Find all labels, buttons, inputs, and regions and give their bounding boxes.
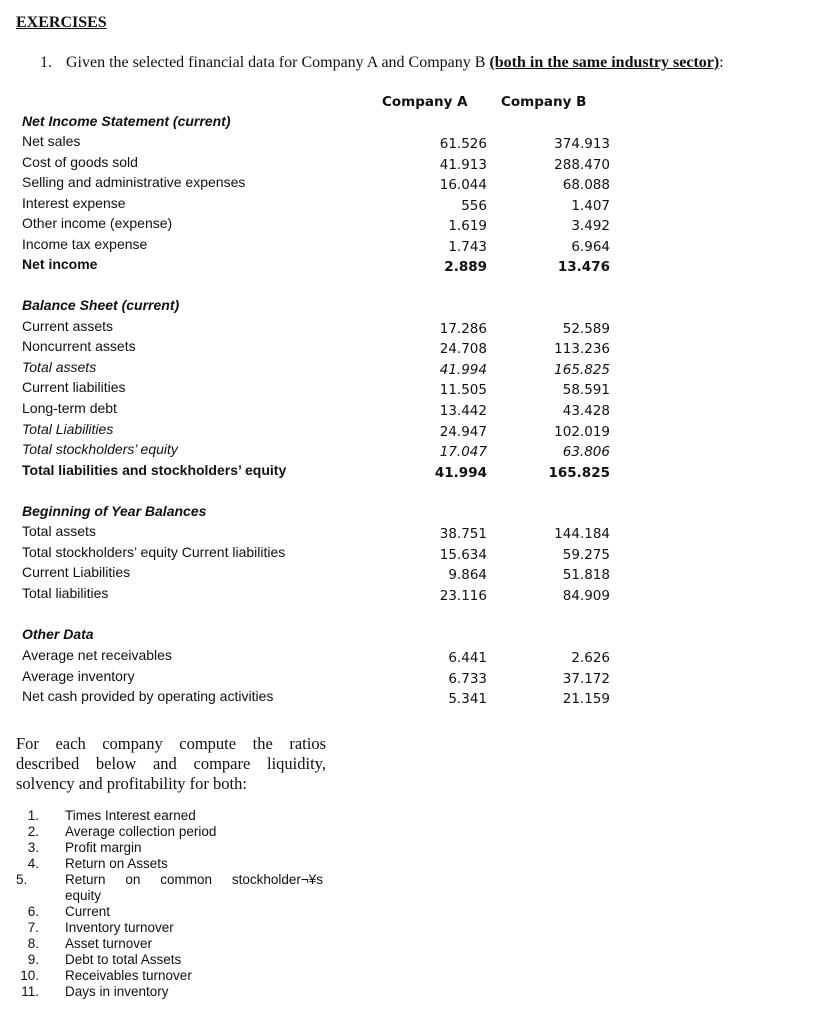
list-item [16, 984, 323, 1000]
row-label: Total stockholders’ equity [22, 441, 178, 457]
value-company-b: 102.019 [554, 424, 610, 440]
value-company-b: 144.184 [554, 526, 610, 542]
row-label: Total stockholders’ equity Current liabilities [22, 544, 286, 560]
value-company-a: 41.913 [439, 157, 487, 173]
table-row [0, 338, 840, 358]
list-item-text: Debt to total Assets [65, 952, 182, 967]
value-company-b: 13.476 [557, 259, 610, 275]
table-row [0, 195, 840, 215]
value-company-a: 1.619 [448, 218, 487, 234]
table-row [0, 544, 840, 564]
row-label: Net cash provided by operating activities [22, 688, 274, 704]
list-item [16, 824, 323, 840]
list-number: 3. [27, 840, 39, 855]
question-emphasis: (both in the same industry sector) [489, 54, 720, 71]
value-company-b: 58.591 [562, 382, 610, 398]
list-item-text: Profit margin [65, 840, 142, 855]
value-company-a: 38.751 [439, 526, 487, 542]
value-company-b: 1.407 [571, 198, 610, 214]
table-row [0, 585, 840, 605]
table-row [0, 688, 840, 708]
section-heading: Other Data [22, 626, 94, 642]
table-row [0, 441, 840, 461]
table-row [0, 133, 840, 153]
list-item-text: Average collection period [65, 824, 217, 839]
table-row [0, 174, 840, 194]
value-company-a: 41.994 [439, 362, 487, 378]
list-item [16, 904, 323, 920]
table-row [0, 215, 840, 235]
value-company-b: 374.913 [554, 136, 610, 152]
column-header-company-a: Company A [382, 94, 468, 110]
row-label: Income tax expense [22, 236, 148, 252]
row-label: Total assets [22, 523, 96, 539]
question-suffix: : [719, 54, 724, 71]
row-label: Net income [22, 256, 98, 272]
value-company-a: 556 [461, 198, 487, 214]
row-label: Total Liabilities [22, 421, 114, 437]
value-company-b: 52.589 [562, 321, 610, 337]
value-company-b: 6.964 [571, 239, 610, 255]
table-row [0, 523, 840, 543]
list-item-text: Inventory turnover [65, 920, 174, 935]
row-label: Current Liabilities [22, 564, 131, 580]
row-label: Cost of goods sold [22, 154, 138, 170]
value-company-a: 41.994 [434, 465, 487, 481]
table-row [0, 400, 840, 420]
list-item-continuation [16, 888, 323, 904]
list-item-text: equity [65, 888, 102, 903]
list-item [16, 968, 323, 984]
question-1 [40, 54, 724, 72]
value-company-b: 63.806 [562, 444, 610, 460]
ratio-list [16, 808, 323, 1000]
list-number: 4. [27, 856, 39, 871]
page-title: EXERCISES [16, 14, 107, 31]
value-company-a: 16.044 [439, 177, 487, 193]
row-label: Total liabilities and stockholders’ equity [22, 462, 287, 478]
row-label: Total assets [22, 359, 97, 375]
list-number: 11. [21, 984, 39, 999]
value-company-b: 3.492 [571, 218, 610, 234]
value-company-a: 24.708 [439, 341, 487, 357]
value-company-b: 21.159 [562, 691, 610, 707]
list-item-text: Asset turnover [65, 936, 153, 951]
list-item-text: Receivables turnover [65, 968, 192, 983]
value-company-b: 37.172 [562, 671, 610, 687]
value-company-b: 84.909 [562, 588, 610, 604]
list-item [16, 952, 323, 968]
instructions-paragraph: For each company compute the ratios described below and compare liquidity, solvency and profitability for both: [16, 734, 326, 793]
list-item-text: Times Interest earned [65, 808, 196, 823]
table-row-total [0, 462, 840, 482]
value-company-a: 1.743 [448, 239, 487, 255]
row-label: Net sales [22, 133, 81, 149]
table-row [0, 236, 840, 256]
section-heading: Beginning of Year Balances [22, 503, 207, 519]
value-company-b: 51.818 [562, 567, 610, 583]
table-row [0, 154, 840, 174]
list-item [16, 936, 323, 952]
table-row [0, 564, 840, 584]
value-company-a: 15.634 [439, 547, 487, 563]
value-company-a: 17.047 [439, 444, 487, 460]
row-label: Long-term debt [22, 400, 117, 416]
value-company-b: 59.275 [562, 547, 610, 563]
value-company-b: 165.825 [554, 362, 610, 378]
section-heading: Net Income Statement (current) [22, 113, 231, 129]
table-row [0, 421, 840, 441]
row-label: Selling and administrative expenses [22, 174, 246, 190]
list-number: 1. [27, 808, 39, 823]
list-number: 10. [20, 968, 39, 983]
list-item-text: Current [65, 904, 111, 919]
row-label: Interest expense [22, 195, 126, 211]
column-header-company-b: Company B [501, 94, 587, 110]
list-number: 7. [27, 920, 39, 935]
list-item-text: Return on common stockholder¬¥s [65, 872, 323, 887]
list-number: 9. [27, 952, 39, 967]
table-row [0, 668, 840, 688]
row-label: Average inventory [22, 668, 135, 684]
list-item [16, 856, 323, 872]
list-item-text: Return on Assets [65, 856, 168, 871]
value-company-a: 6.733 [448, 671, 487, 687]
table-row [0, 379, 840, 399]
list-number: 8. [27, 936, 39, 951]
value-company-a: 9.864 [448, 567, 487, 583]
question-text: Given the selected financial data for Company A and Company B [66, 54, 490, 71]
table-row [0, 318, 840, 338]
value-company-b: 165.825 [548, 465, 610, 481]
value-company-a: 23.116 [439, 588, 487, 604]
list-item [16, 920, 323, 936]
value-company-a: 6.441 [448, 650, 487, 666]
table-row-total [0, 256, 840, 276]
value-company-a: 17.286 [439, 321, 487, 337]
value-company-b: 43.428 [562, 403, 610, 419]
list-item-text: Days in inventory [65, 984, 169, 999]
value-company-b: 68.088 [562, 177, 610, 193]
list-number: 6. [27, 904, 39, 919]
row-label: Noncurrent assets [22, 338, 136, 354]
value-company-a: 24.947 [439, 424, 487, 440]
value-company-a: 13.442 [439, 403, 487, 419]
value-company-a: 11.505 [439, 382, 487, 398]
value-company-a: 2.889 [444, 259, 487, 275]
question-number: 1. [40, 54, 52, 71]
row-label: Average net receivables [22, 647, 172, 663]
value-company-b: 113.236 [554, 341, 610, 357]
value-company-a: 61.526 [439, 136, 487, 152]
row-label: Current liabilities [22, 379, 126, 395]
value-company-b: 288.470 [554, 157, 610, 173]
list-number: 2. [27, 824, 39, 839]
row-label: Other income (expense) [22, 215, 173, 231]
list-number: 5. [16, 872, 28, 887]
list-item [16, 840, 323, 856]
section-heading: Balance Sheet (current) [22, 297, 180, 313]
value-company-b: 2.626 [571, 650, 610, 666]
row-label: Total liabilities [22, 585, 109, 601]
list-item [16, 808, 323, 824]
row-label: Current assets [22, 318, 114, 334]
table-row [0, 647, 840, 667]
value-company-a: 5.341 [448, 691, 487, 707]
list-item [16, 872, 323, 888]
table-row [0, 359, 840, 379]
